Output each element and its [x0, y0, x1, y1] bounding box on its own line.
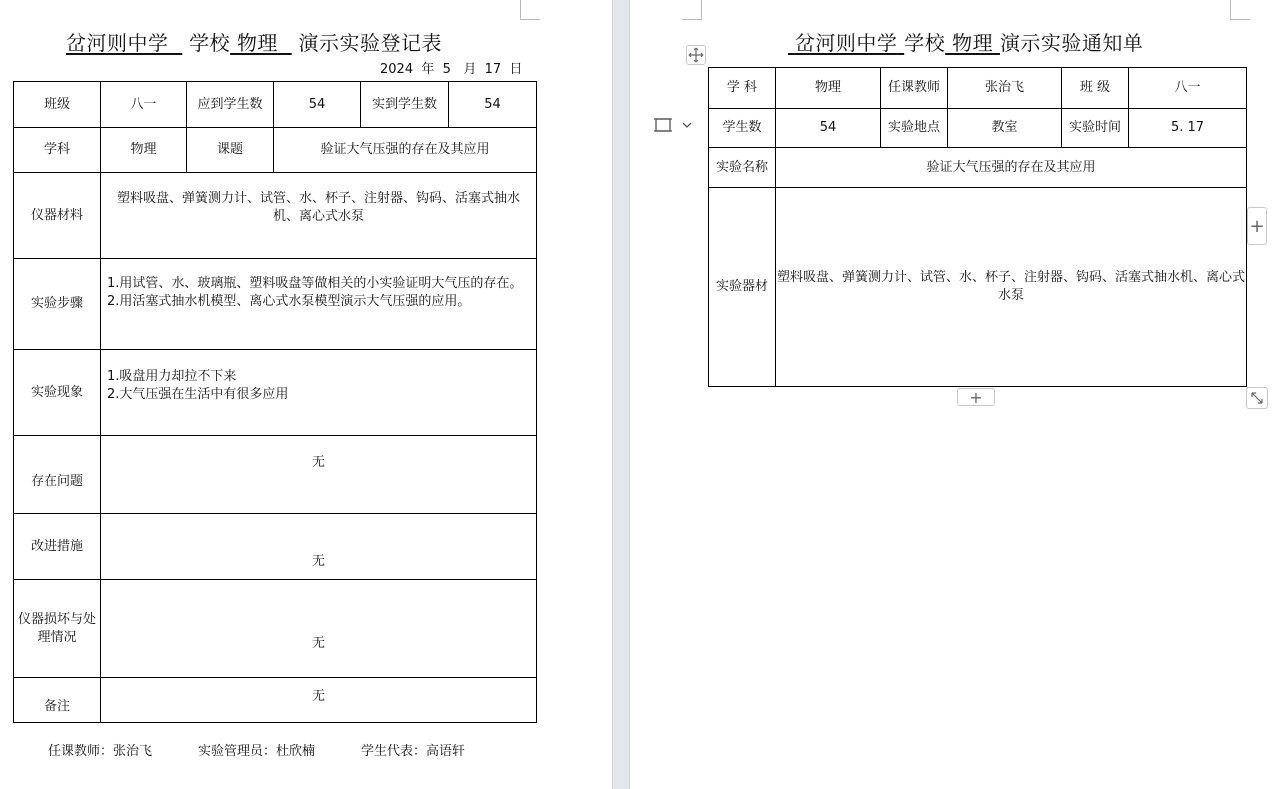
move-icon[interactable] — [686, 45, 706, 65]
chevron-down-icon — [680, 118, 694, 132]
notice-time-value[interactable]: 5. 17 — [1129, 109, 1247, 148]
notice-name-value[interactable]: 验证大气压强的存在及其应用 — [776, 148, 1247, 188]
notice-class-value[interactable]: 八一 — [1129, 68, 1247, 109]
notice-name-label: 实验名称 — [709, 148, 776, 188]
notice-teacher-label: 任课教师 — [881, 68, 948, 109]
actual-students-label: 实到学生数 — [361, 82, 449, 128]
table-row — [14, 580, 537, 678]
materials-label: 仪器材料 — [14, 173, 101, 259]
table-layout-button[interactable] — [652, 112, 698, 138]
resize-icon[interactable] — [1246, 387, 1268, 409]
margin-corner-mark — [1230, 0, 1250, 20]
notice-location-label: 实验地点 — [881, 109, 948, 148]
steps-line-1: 1.用试管、水、玻璃瓶、塑料吸盘等做相关的小实验证明大气压的存在。 — [107, 276, 523, 291]
notice-students-value[interactable]: 54 — [776, 109, 881, 148]
margin-corner-mark — [520, 0, 540, 20]
move-icon-glyph — [688, 47, 704, 63]
table-row — [14, 514, 537, 580]
phenomena-value[interactable] — [101, 350, 537, 436]
steps-label: 实验步骤 — [14, 259, 101, 350]
document-page-left — [0, 0, 612, 789]
table-row — [14, 173, 537, 259]
improve-label: 改进措施 — [14, 514, 101, 580]
damage-label: 仪器损坏与处理情况 — [14, 580, 101, 678]
notice-students-label: 学生数 — [709, 109, 776, 148]
table-row — [709, 109, 1247, 148]
table-layout-icon — [652, 114, 674, 136]
notice-equipment-value[interactable]: 塑料吸盘、弹簧测力计、试管、水、杯子、注射器、钩码、活塞式抽水机、离心式水泵 — [776, 188, 1247, 387]
improve-value[interactable]: 无 — [101, 514, 537, 580]
notice-equipment-label: 实验器材 — [709, 188, 776, 387]
problems-label: 存在问题 — [14, 436, 101, 514]
materials-value[interactable]: 塑料吸盘、弹簧测力计、试管、水、杯子、注射器、钩码、活塞式抽水机、离心式水泵 — [101, 173, 537, 259]
student-signature: 学生代表：高语轩 — [361, 744, 466, 759]
signature-line — [48, 740, 511, 759]
table-row — [14, 259, 537, 350]
notice-class-label: 班 级 — [1062, 68, 1129, 109]
register-date: 2024 年 5 月 17 日 — [380, 62, 523, 77]
expected-students-value[interactable]: 54 — [274, 82, 361, 128]
remarks-value[interactable]: 无 — [101, 678, 537, 723]
add-row-button[interactable]: + — [957, 388, 995, 406]
steps-value[interactable] — [101, 259, 537, 350]
table-row — [14, 128, 537, 173]
class-label: 班级 — [14, 82, 101, 128]
table-row — [14, 436, 537, 514]
remarks-label: 备注 — [14, 678, 101, 723]
table-row — [709, 188, 1247, 387]
topic-label: 课题 — [187, 128, 274, 173]
actual-students-value[interactable]: 54 — [449, 82, 537, 128]
notice-subject-value[interactable]: 物理 — [776, 68, 881, 109]
register-title: 岔河则中学 学校 物理 演示实验登记表 — [66, 31, 443, 55]
phenomena-line-1: 1.吸盘用力却拉不下来 — [107, 369, 237, 384]
steps-line-2: 2.用活塞式抽水机模型、离心式水泵模型演示大气压强的应用。 — [107, 294, 471, 309]
notice-location-value[interactable]: 教室 — [948, 109, 1062, 148]
notice-teacher-value[interactable]: 张治飞 — [948, 68, 1062, 109]
notice-subject-label: 学 科 — [709, 68, 776, 109]
table-row — [14, 350, 537, 436]
notice-time-label: 实验时间 — [1062, 109, 1129, 148]
problems-value[interactable]: 无 — [101, 436, 537, 514]
register-table — [13, 81, 537, 723]
resize-icon-glyph — [1250, 391, 1264, 405]
subject-value[interactable]: 物理 — [101, 128, 187, 173]
damage-value[interactable]: 无 — [101, 580, 537, 678]
table-row — [709, 148, 1247, 188]
teacher-signature: 任课教师：张治飞 — [48, 744, 153, 759]
admin-signature: 实验管理员：杜欣楠 — [198, 744, 316, 759]
expected-students-label: 应到学生数 — [187, 82, 274, 128]
class-value[interactable]: 八一 — [101, 82, 187, 128]
subject-label: 学科 — [14, 128, 101, 173]
margin-corner-mark — [682, 0, 702, 20]
table-row — [709, 68, 1247, 109]
add-column-button[interactable]: + — [1247, 207, 1267, 245]
page-gap — [612, 0, 630, 789]
table-row — [14, 678, 537, 723]
notice-title: 岔河则中学 学校 物理 演示实验通知单 — [794, 31, 1144, 55]
notice-table — [708, 67, 1247, 387]
phenomena-line-2: 2.大气压强在生活中有很多应用 — [107, 387, 289, 402]
topic-value[interactable]: 验证大气压强的存在及其应用 — [274, 128, 537, 173]
phenomena-label: 实验现象 — [14, 350, 101, 436]
table-row — [14, 82, 537, 128]
